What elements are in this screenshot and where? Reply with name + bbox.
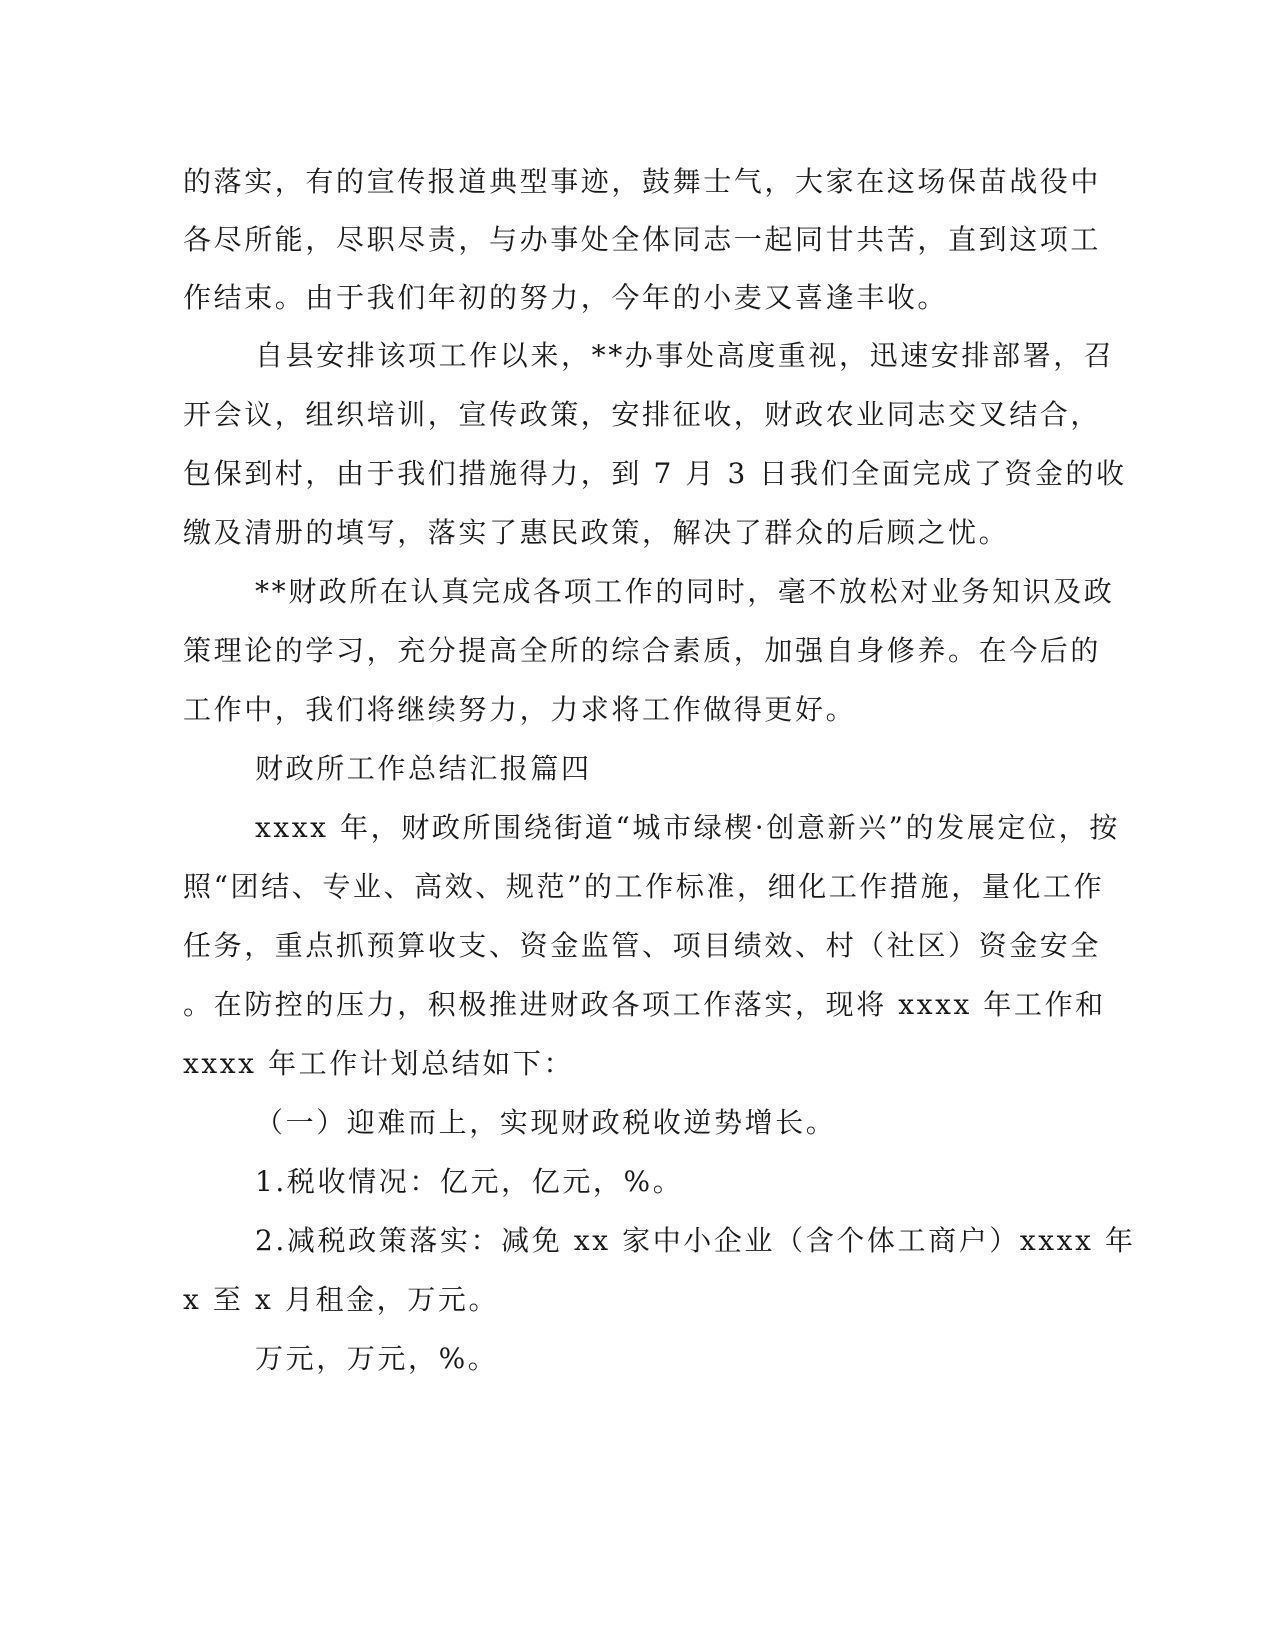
paragraph-line: 任务，重点抓预算收支、资金监管、项目绩效、村（社区）资金安全 <box>183 929 1102 962</box>
list-item: 2.减税政策落实：减免 xx 家中小企业（含个体工商户）xxxx 年 <box>255 1224 1136 1257</box>
paragraph-line: 包保到村，由于我们措施得力，到 7 月 3 日我们全面完成了资金的收 <box>183 457 1127 490</box>
paragraph-line: 自县安排该项工作以来，**办事处高度重视，迅速安排部署，召 <box>255 339 1115 372</box>
paragraph-line: **财政所在认真完成各项工作的同时，毫不放松对业务知识及政 <box>255 575 1115 608</box>
paragraph-line: 开会议，组织培训，宣传政策，安排征收，财政农业同志交叉结合， <box>183 398 1102 431</box>
paragraph-line: 作结束。由于我们年初的努力，今年的小麦又喜逢丰收。 <box>183 281 949 314</box>
section-heading: 财政所工作总结汇报篇四 <box>255 752 592 785</box>
paragraph-line: 照“团结、专业、高效、规范”的工作标准，细化工作措施，量化工作 <box>183 870 1105 903</box>
paragraph-line: 各尽所能，尽职尽责，与办事处全体同志一起同甘共苦，直到这项工 <box>183 223 1102 256</box>
paragraph-line: xxxx 年工作计划总结如下： <box>183 1047 575 1080</box>
paragraph-line: 工作中，我们将继续努力，力求将工作做得更好。 <box>183 693 857 726</box>
paragraph-line: x 至 x 月租金，万元。 <box>183 1283 500 1316</box>
paragraph-line: 策理论的学习，充分提高全所的综合素质，加强自身修养。在今后的 <box>183 634 1102 667</box>
paragraph-line: 缴及清册的填写，落实了惠民政策，解决了群众的后顾之忧。 <box>183 516 1010 549</box>
paragraph-line: xxxx 年，财政所围绕街道“城市绿楔·创意新兴”的发展定位，按 <box>255 811 1120 844</box>
subsection-heading: （一）迎难而上，实现财政税收逆势增长。 <box>255 1106 837 1139</box>
paragraph-line: 的落实，有的宣传报道典型事迹，鼓舞士气，大家在这场保苗战役中 <box>183 165 1102 198</box>
list-item: 1.税收情况：亿元，亿元，%。 <box>255 1165 684 1198</box>
paragraph-line: 。在防控的压力，积极推进财政各项工作落实，现将 xxxx 年工作和 <box>183 988 1106 1021</box>
paragraph-line: 万元，万元，%。 <box>255 1342 499 1375</box>
